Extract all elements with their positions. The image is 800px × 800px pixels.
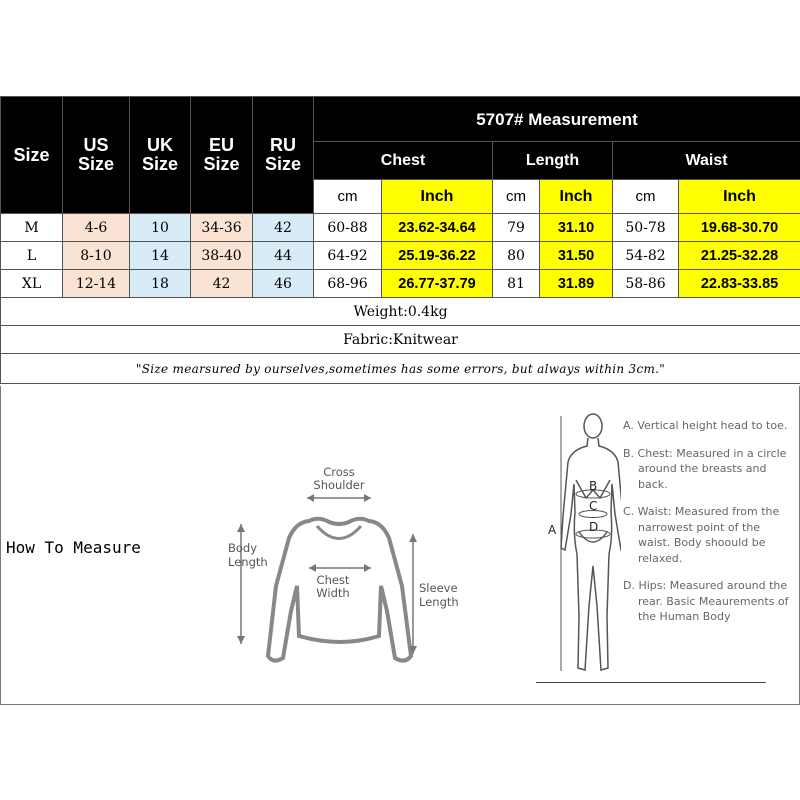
neckline — [317, 526, 361, 539]
sweater-diagram — [221, 426, 461, 686]
table-row — [1, 214, 800, 242]
eu-size-cell: 38-40 — [191, 242, 253, 270]
us-size-cell: 8-10 — [63, 242, 130, 270]
size-header: Size — [1, 97, 63, 214]
uk-size-header-text: UK Size — [141, 135, 179, 174]
chest-header: Chest — [314, 142, 493, 180]
waist-inch-header: Inch — [679, 180, 800, 214]
cross-shoulder-label-1: Cross — [323, 465, 355, 479]
cross-shoulder-label-2: Shoulder — [313, 478, 365, 492]
waist-cm-cell: 50-78 — [613, 214, 679, 242]
sleeve-length-label-2: Length — [419, 595, 459, 609]
size-chart — [0, 96, 800, 384]
ru-size-header — [253, 97, 314, 214]
us-size-header — [63, 97, 130, 214]
figure-letter-d: D — [589, 520, 599, 534]
note-b: B. Chest: Measured in a circle around the breasts and back. — [623, 446, 787, 491]
waist-inch-cell: 22.83-33.85 — [679, 270, 800, 298]
note-d: D. Hips: Measured around the rear. Basic Meaurements of the Human Body — [623, 579, 789, 623]
how-to-measure-label: How To Measure — [6, 538, 141, 557]
body-length-label-1: Body — [228, 541, 258, 555]
figure-letter-b: B — [589, 479, 598, 493]
ru-size-cell: 44 — [253, 242, 314, 270]
us-size-cell: 4-6 — [63, 214, 130, 242]
body-length-label-2: Length — [228, 555, 268, 569]
body-figure — [541, 406, 621, 696]
size-cell: L — [1, 242, 63, 270]
length-inch-cell: 31.89 — [540, 270, 613, 298]
note-a: A. Vertical height head to toe. — [623, 419, 788, 432]
waist-cm-cell: 54-82 — [613, 242, 679, 270]
measurement-notes — [623, 418, 793, 637]
waist-inch-cell: 21.25-32.28 — [679, 242, 800, 270]
measurement-note: "Size mearsured by ourselves,sometimes has some errors, but always within 3cm." — [1, 354, 800, 384]
length-cm-cell: 80 — [493, 242, 540, 270]
length-cm-cell: 81 — [493, 270, 540, 298]
table-row — [1, 270, 800, 298]
us-size-cell: 12-14 — [63, 270, 130, 298]
ru-size-cell: 46 — [253, 270, 314, 298]
figure-letter-a: A — [548, 523, 557, 537]
waist-cm-cell: 58-86 — [613, 270, 679, 298]
figure-body — [561, 438, 621, 670]
weight-info: Weight:0.4kg — [1, 298, 800, 326]
length-inch-cell: 31.10 — [540, 214, 613, 242]
length-cm-cell: 79 — [493, 214, 540, 242]
size-cell: XL — [1, 270, 63, 298]
figure-letter-c: C — [589, 499, 598, 513]
length-inch-header: Inch — [540, 180, 613, 214]
chest-inch-header: Inch — [382, 180, 493, 214]
sleeve-length-label-1: Sleeve — [419, 581, 458, 595]
size-cell: M — [1, 214, 63, 242]
eu-size-cell: 42 — [191, 270, 253, 298]
length-inch-cell: 31.50 — [540, 242, 613, 270]
note-c: C. Waist: Measured from the narrowest point of the waist. Body shoould be relaxed. — [623, 505, 780, 565]
eu-size-header-text: EU Size — [203, 135, 240, 174]
chest-cm-cell: 64-92 — [314, 242, 382, 270]
chest-cm-cell: 68-96 — [314, 270, 382, 298]
measurement-title: 5707# Measurement — [314, 97, 800, 142]
uk-size-cell: 18 — [130, 270, 191, 298]
uk-size-cell: 14 — [130, 242, 191, 270]
eu-size-cell: 34-36 — [191, 214, 253, 242]
chest-cm-header: cm — [314, 180, 382, 214]
chest-cm-cell: 60-88 — [314, 214, 382, 242]
length-cm-header: cm — [493, 180, 540, 214]
waist-inch-cell: 19.68-30.70 — [679, 214, 800, 242]
ru-size-cell: 42 — [253, 214, 314, 242]
figure-baseline — [536, 682, 766, 683]
eu-size-header — [191, 97, 253, 214]
ru-size-header-text: RU Size — [264, 135, 302, 174]
uk-size-cell: 10 — [130, 214, 191, 242]
table-row — [1, 242, 800, 270]
chest-inch-cell: 23.62-34.64 — [382, 214, 493, 242]
us-size-header-text: US Size — [77, 135, 115, 174]
chest-inch-cell: 25.19-36.22 — [382, 242, 493, 270]
how-to-measure-section — [0, 386, 800, 705]
chest-width-label-1: Chest — [316, 573, 350, 587]
waist-cm-header: cm — [613, 180, 679, 214]
fabric-info: Fabric:Knitwear — [1, 326, 800, 354]
chest-inch-cell: 26.77-37.79 — [382, 270, 493, 298]
uk-size-header — [130, 97, 191, 214]
size-table — [0, 96, 800, 384]
waist-header: Waist — [613, 142, 800, 180]
chest-width-label-2: Width — [316, 586, 350, 600]
figure-head — [584, 414, 602, 438]
length-header: Length — [493, 142, 613, 180]
